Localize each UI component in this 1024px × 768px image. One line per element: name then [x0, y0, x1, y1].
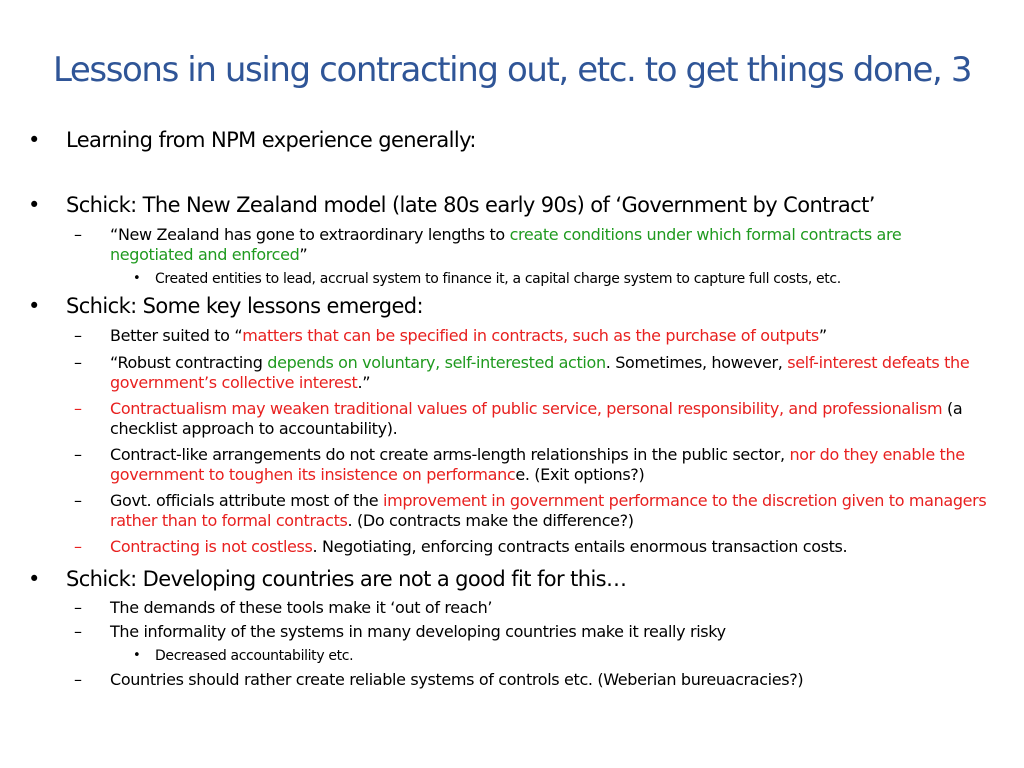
subsubbullet-accountability — [133, 647, 354, 665]
subbullet-robust-contracting — [74, 353, 990, 393]
highlight-green: depends on voluntary, self-interested action — [267, 353, 606, 372]
subsubbullet-accountability-text: Decreased accountability etc. — [155, 648, 354, 664]
bullet-dash-icon: – — [74, 537, 82, 556]
subbullet-demands — [74, 598, 493, 618]
subbullet-not-costless-text — [110, 537, 990, 557]
bullet-dot-icon: • — [133, 271, 141, 286]
subbullet-contractualism-text — [110, 399, 980, 439]
text-segment: . Negotiating, enforcing contracts entails enormous transaction costs. — [312, 537, 848, 556]
text-segment: Better suited to “ — [110, 326, 243, 345]
subbullet-not-costless — [74, 537, 990, 557]
highlight-red: nor do they enable the government to toughen its insistence on performanc — [110, 445, 965, 484]
subbullet-better-suited-text — [110, 326, 990, 346]
bullet-developing-countries — [28, 567, 627, 591]
bullet-dash-icon: – — [74, 353, 82, 372]
subbullet-controls — [74, 670, 804, 690]
subsubbullet-nz-detail-text: Created entities to lead, accrual system to finance it, a capital charge system to capture full costs, etc. — [155, 271, 841, 287]
subbullet-informality-text: The informality of the systems in many developing countries make it really risky — [110, 622, 726, 641]
subbullet-informality — [74, 622, 726, 642]
bullet-dash-icon: – — [74, 225, 82, 244]
highlight-red: improvement in government performance to the discretion given to managers rather than to formal contracts — [110, 491, 987, 530]
bullet-dash-icon: – — [74, 491, 82, 510]
highlight-red: Contracting is not costless — [110, 537, 313, 556]
text-segment: . (Do contracts make the difference?) — [347, 511, 634, 530]
bullet-dot-icon: • — [28, 567, 40, 591]
highlight-red: matters that can be specified in contracts, such as the purchase of outputs — [242, 326, 819, 345]
subbullet-nz-quote-text — [110, 225, 980, 265]
bullet-dot-icon: • — [28, 128, 40, 152]
highlight-red: Contractualism may weaken traditional values of public service, personal responsibility, and professionalism — [110, 399, 943, 418]
bullet-npm-experience — [28, 128, 476, 152]
slide-title: Lessons in using contracting out, etc. to get things done, 3 — [52, 50, 972, 90]
bullet-dash-icon: – — [74, 399, 82, 418]
bullet-developing-countries-text: Schick: Developing countries are not a good fit for this… — [66, 567, 627, 591]
bullet-dash-icon: – — [74, 670, 82, 689]
bullet-npm-text: Learning from NPM experience generally: — [66, 128, 476, 152]
subbullet-contractualism — [74, 399, 980, 439]
subbullet-govt-officials — [74, 491, 1000, 531]
bullet-nz-model — [28, 193, 875, 217]
bullet-dot-icon: • — [28, 294, 40, 318]
subbullet-arms-length — [74, 445, 990, 485]
quote-close: ” — [299, 245, 308, 264]
subbullet-better-suited — [74, 326, 990, 346]
subbullet-nz-quote — [74, 225, 980, 265]
subbullet-demands-text: The demands of these tools make it ‘out of reach’ — [110, 598, 493, 617]
bullet-nz-model-text: Schick: The New Zealand model (late 80s early 90s) of ‘Government by Contract’ — [66, 193, 875, 217]
text-segment: . Sometimes, however, — [605, 353, 788, 372]
text-segment: Govt. officials attribute most of the — [110, 491, 384, 510]
subbullet-arms-length-text — [110, 445, 990, 485]
text-segment: .” — [357, 373, 371, 392]
quote-text: “New Zealand has gone to extraordinary lengths to — [110, 225, 510, 244]
text-segment: (a checklist approach to accountability). — [110, 399, 963, 438]
subsubbullet-nz-detail — [133, 270, 841, 288]
bullet-key-lessons — [28, 294, 423, 318]
bullet-dash-icon: – — [74, 622, 82, 641]
bullet-dash-icon: – — [74, 326, 82, 345]
subbullet-controls-text: Countries should rather create reliable systems of controls etc. (Weberian bureuacracies?) — [110, 670, 804, 689]
text-segment: e. (Exit options?) — [515, 465, 645, 484]
text-segment: Contract-like arrangements do not create arms-length relationships in the public sector, — [110, 445, 790, 464]
quote-highlight-green: create conditions under which formal contracts are negotiated and enforced — [110, 225, 902, 264]
bullet-dash-icon: – — [74, 598, 82, 617]
bullet-dash-icon: – — [74, 445, 82, 464]
bullet-key-lessons-text: Schick: Some key lessons emerged: — [66, 294, 423, 318]
text-segment: “Robust contracting — [110, 353, 268, 372]
bullet-dot-icon: • — [28, 193, 40, 217]
subbullet-robust-contracting-text — [110, 353, 990, 393]
text-segment: ” — [818, 326, 827, 345]
highlight-red: self-interest defeats the government’s collective interest — [110, 353, 970, 392]
bullet-dot-icon: • — [133, 648, 141, 663]
subbullet-govt-officials-text — [110, 491, 1000, 531]
